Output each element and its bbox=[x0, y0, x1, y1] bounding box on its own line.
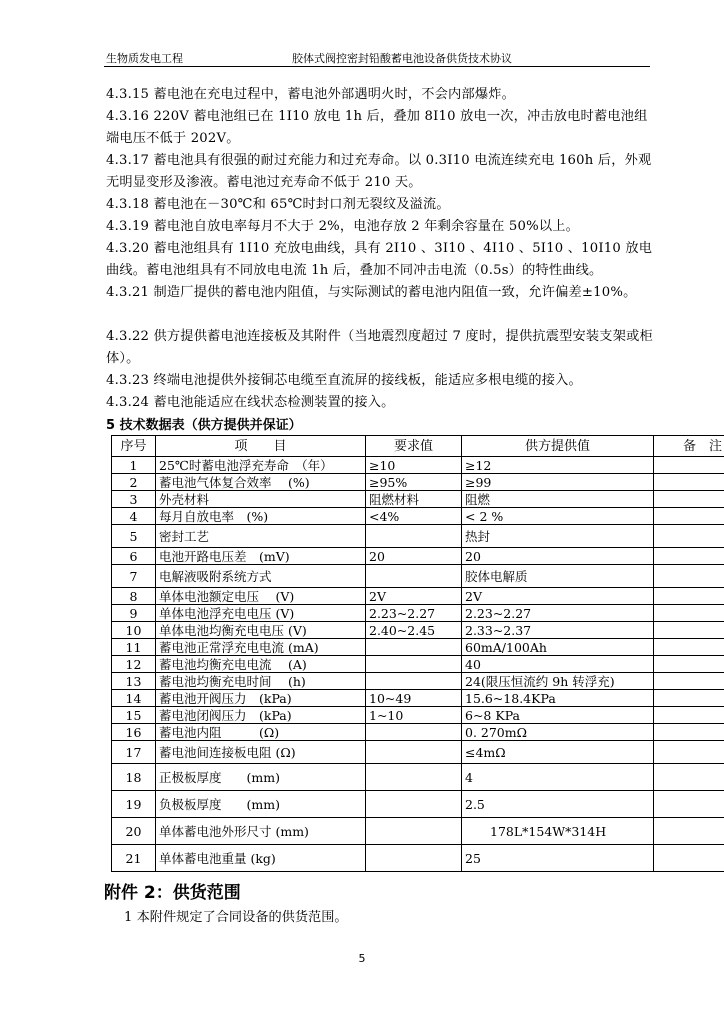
row-remark bbox=[654, 818, 724, 845]
row-seq: 3 bbox=[112, 491, 156, 508]
row-supplier: 4 bbox=[462, 764, 654, 791]
row-item: 单体电池均衡充电电压 (V) bbox=[156, 622, 366, 639]
row-required: 20 bbox=[366, 548, 462, 565]
row-seq: 7 bbox=[112, 565, 156, 588]
header-remark: 备 注 bbox=[654, 436, 724, 457]
row-supplier: ≤4mΩ bbox=[462, 741, 654, 764]
table-row bbox=[112, 656, 724, 673]
header-required: 要求值 bbox=[366, 436, 462, 457]
row-item: 蓄电池开阀压力 (kPa) bbox=[156, 690, 366, 707]
row-required bbox=[366, 673, 462, 690]
page-header bbox=[106, 50, 650, 66]
row-remark bbox=[654, 622, 724, 639]
row-seq: 12 bbox=[112, 656, 156, 673]
row-supplier: 热封 bbox=[462, 525, 654, 548]
row-seq: 4 bbox=[112, 508, 156, 525]
annex-2-body: 1 本附件规定了合同设备的供货范围。 bbox=[124, 910, 348, 925]
row-remark bbox=[654, 565, 724, 588]
table-row bbox=[112, 588, 724, 605]
table-row bbox=[112, 673, 724, 690]
row-item: 蓄电池气体复合效率 (%) bbox=[156, 474, 366, 491]
header-seq: 序号 bbox=[112, 436, 156, 457]
table-header-row bbox=[112, 436, 724, 457]
row-seq: 2 bbox=[112, 474, 156, 491]
row-seq: 9 bbox=[112, 605, 156, 622]
row-remark bbox=[654, 639, 724, 656]
row-seq: 6 bbox=[112, 548, 156, 565]
row-remark bbox=[654, 724, 724, 741]
row-required bbox=[366, 724, 462, 741]
row-supplier: 15.6~18.4KPa bbox=[462, 690, 654, 707]
table-row bbox=[112, 491, 724, 508]
table-row bbox=[112, 724, 724, 741]
row-supplier: 178L*154W*314H bbox=[462, 818, 654, 845]
row-item: 电池开路电压差 (mV) bbox=[156, 548, 366, 565]
row-supplier: 6~8 KPa bbox=[462, 707, 654, 724]
header-supplier: 供方提供值 bbox=[462, 436, 654, 457]
table-row bbox=[112, 764, 724, 791]
row-item: 蓄电池正常浮充电电流 (mA) bbox=[156, 639, 366, 656]
row-remark bbox=[654, 656, 724, 673]
table-row bbox=[112, 548, 724, 565]
header-document-title: 胶体式阀控密封铅酸蓄电池设备供货技术协议 bbox=[292, 52, 512, 65]
row-seq: 14 bbox=[112, 690, 156, 707]
row-supplier: 2V bbox=[462, 588, 654, 605]
row-supplier: 2.5 bbox=[462, 791, 654, 818]
row-remark bbox=[654, 690, 724, 707]
row-item: 单体电池浮充电电压 (V) bbox=[156, 605, 366, 622]
row-required bbox=[366, 741, 462, 764]
row-remark bbox=[654, 474, 724, 491]
header-project-name: 生物质发电工程 bbox=[106, 52, 183, 65]
row-supplier: 60mA/100Ah bbox=[462, 639, 654, 656]
table-row bbox=[112, 525, 724, 548]
row-remark bbox=[654, 845, 724, 872]
row-seq: 5 bbox=[112, 525, 156, 548]
clause-4-3-23: 4.3.23 终端电池提供外接铜芯电缆至直流屏的接线板，能适应多根电缆的接入。 bbox=[106, 373, 582, 388]
row-required: 阻燃材料 bbox=[366, 491, 462, 508]
row-item: 每月自放电率 (%) bbox=[156, 508, 366, 525]
table-row bbox=[112, 565, 724, 588]
row-supplier: 2.33~2.37 bbox=[462, 622, 654, 639]
row-required bbox=[366, 525, 462, 548]
clause-4-3-18: 4.3.18 蓄电池在－30℃和 65℃时封口剂无裂纹及溢流。 bbox=[106, 197, 450, 212]
row-remark bbox=[654, 741, 724, 764]
row-required bbox=[366, 791, 462, 818]
row-supplier: 25 bbox=[462, 845, 654, 872]
row-seq: 8 bbox=[112, 588, 156, 605]
row-supplier: ≥12 bbox=[462, 457, 654, 474]
row-supplier: 2.23~2.27 bbox=[462, 605, 654, 622]
row-required bbox=[366, 764, 462, 791]
clause-4-3-17: 4.3.17 蓄电池具有很强的耐过充能力和过充寿命。以 0.3I10 电流连续充电 160h 后，外观无明显变形及渗液。蓄电池过充寿命不低于 210 天。 bbox=[106, 153, 652, 190]
row-remark bbox=[654, 457, 724, 474]
row-supplier: 24(限压恒流约 9h 转浮充) bbox=[462, 673, 654, 690]
row-seq: 17 bbox=[112, 741, 156, 764]
table-row bbox=[112, 457, 724, 474]
table-row bbox=[112, 818, 724, 845]
row-item: 密封工艺 bbox=[156, 525, 366, 548]
clause-4-3-21: 4.3.21 制造厂提供的蓄电池内阻值，与实际测试的蓄电池内阻值一致，允许偏差±10%。 bbox=[106, 285, 637, 300]
row-required: ≥95% bbox=[366, 474, 462, 491]
tech-data-table-title: 5 技术数据表（供方提供并保证） bbox=[106, 418, 302, 433]
row-supplier: 40 bbox=[462, 656, 654, 673]
row-seq: 21 bbox=[112, 845, 156, 872]
row-item: 单体蓄电池外形尺寸 (mm) bbox=[156, 818, 366, 845]
row-seq: 19 bbox=[112, 791, 156, 818]
table-row bbox=[112, 639, 724, 656]
row-seq: 18 bbox=[112, 764, 156, 791]
row-required: 2.40~2.45 bbox=[366, 622, 462, 639]
row-remark bbox=[654, 508, 724, 525]
row-seq: 20 bbox=[112, 818, 156, 845]
row-required: ≥10 bbox=[366, 457, 462, 474]
clause-4-3-24: 4.3.24 蓄电池能适应在线状态检测装置的接入。 bbox=[106, 395, 395, 410]
row-seq: 16 bbox=[112, 724, 156, 741]
clause-4-3-15: 4.3.15 蓄电池在充电过程中，蓄电池外部遇明火时，不会内部爆炸。 bbox=[106, 87, 515, 102]
row-required bbox=[366, 656, 462, 673]
row-item: 蓄电池间连接板电阻 (Ω) bbox=[156, 741, 366, 764]
header-divider bbox=[104, 66, 650, 67]
row-required: 10~49 bbox=[366, 690, 462, 707]
row-seq: 15 bbox=[112, 707, 156, 724]
row-required: 2.23~2.27 bbox=[366, 605, 462, 622]
row-remark bbox=[654, 548, 724, 565]
row-item: 负极板厚度 (mm) bbox=[156, 791, 366, 818]
row-supplier: 阻燃 bbox=[462, 491, 654, 508]
table-row bbox=[112, 690, 724, 707]
table-row bbox=[112, 605, 724, 622]
row-item: 25℃时蓄电池浮充寿命 （年） bbox=[156, 457, 366, 474]
tech-data-table bbox=[111, 435, 724, 872]
clause-4-3-22: 4.3.22 供方提供蓄电池连接板及其附件（当地震烈度超过 7 度时，提供抗震型安装支架或柜体）。 bbox=[106, 329, 653, 366]
row-required: <4% bbox=[366, 508, 462, 525]
row-required bbox=[366, 565, 462, 588]
row-item: 单体电池额定电压 (V) bbox=[156, 588, 366, 605]
row-remark bbox=[654, 588, 724, 605]
clause-4-3-19: 4.3.19 蓄电池自放电率每月不大于 2%，电池存放 2 年剩余容量在 50%以上。 bbox=[106, 219, 579, 234]
row-item: 蓄电池闭阀压力 (kPa) bbox=[156, 707, 366, 724]
row-item: 单体蓄电池重量 (kg) bbox=[156, 845, 366, 872]
row-item: 正极板厚度 (mm) bbox=[156, 764, 366, 791]
row-remark bbox=[654, 673, 724, 690]
row-remark bbox=[654, 605, 724, 622]
row-required bbox=[366, 845, 462, 872]
page-number: 5 bbox=[358, 952, 366, 965]
row-required bbox=[366, 639, 462, 656]
row-item: 电解液吸附系统方式 bbox=[156, 565, 366, 588]
clause-4-3-16: 4.3.16 220V 蓄电池组已在 1I10 放电 1h 后，叠加 8I10 放电一次，冲击放电时蓄电池组端电压不低于 202V。 bbox=[106, 109, 648, 146]
table-row bbox=[112, 707, 724, 724]
annex-2-heading: 附件 2：供货范围 bbox=[104, 883, 241, 903]
row-supplier: 胶体电解质 bbox=[462, 565, 654, 588]
row-supplier: 20 bbox=[462, 548, 654, 565]
row-required: 2V bbox=[366, 588, 462, 605]
row-seq: 11 bbox=[112, 639, 156, 656]
row-remark bbox=[654, 791, 724, 818]
row-seq: 10 bbox=[112, 622, 156, 639]
table-row bbox=[112, 741, 724, 764]
row-supplier: 0. 270mΩ bbox=[462, 724, 654, 741]
row-remark bbox=[654, 764, 724, 791]
table-row bbox=[112, 622, 724, 639]
row-remark bbox=[654, 707, 724, 724]
header-item: 项 目 bbox=[156, 436, 366, 457]
row-item: 蓄电池内阻 (Ω) bbox=[156, 724, 366, 741]
table-row bbox=[112, 791, 724, 818]
row-item: 蓄电池均衡充电电流 (A) bbox=[156, 656, 366, 673]
table-row bbox=[112, 508, 724, 525]
row-remark bbox=[654, 525, 724, 548]
table-row bbox=[112, 474, 724, 491]
row-remark bbox=[654, 491, 724, 508]
row-required: 1~10 bbox=[366, 707, 462, 724]
row-item: 蓄电池均衡充电时间 (h) bbox=[156, 673, 366, 690]
table-row bbox=[112, 845, 724, 872]
row-supplier: ≥99 bbox=[462, 474, 654, 491]
row-supplier: < 2 % bbox=[462, 508, 654, 525]
clause-4-3-20: 4.3.20 蓄电池组具有 1I10 充放电曲线，具有 2I10 、3I10 、4I10 、5I10 、10I10 放电曲线。蓄电池组具有不同放电电流 1h 后，叠加不同冲击电流（0.5s）的特性曲线。 bbox=[106, 241, 653, 278]
row-seq: 1 bbox=[112, 457, 156, 474]
row-seq: 13 bbox=[112, 673, 156, 690]
row-item: 外壳材料 bbox=[156, 491, 366, 508]
row-required bbox=[366, 818, 462, 845]
